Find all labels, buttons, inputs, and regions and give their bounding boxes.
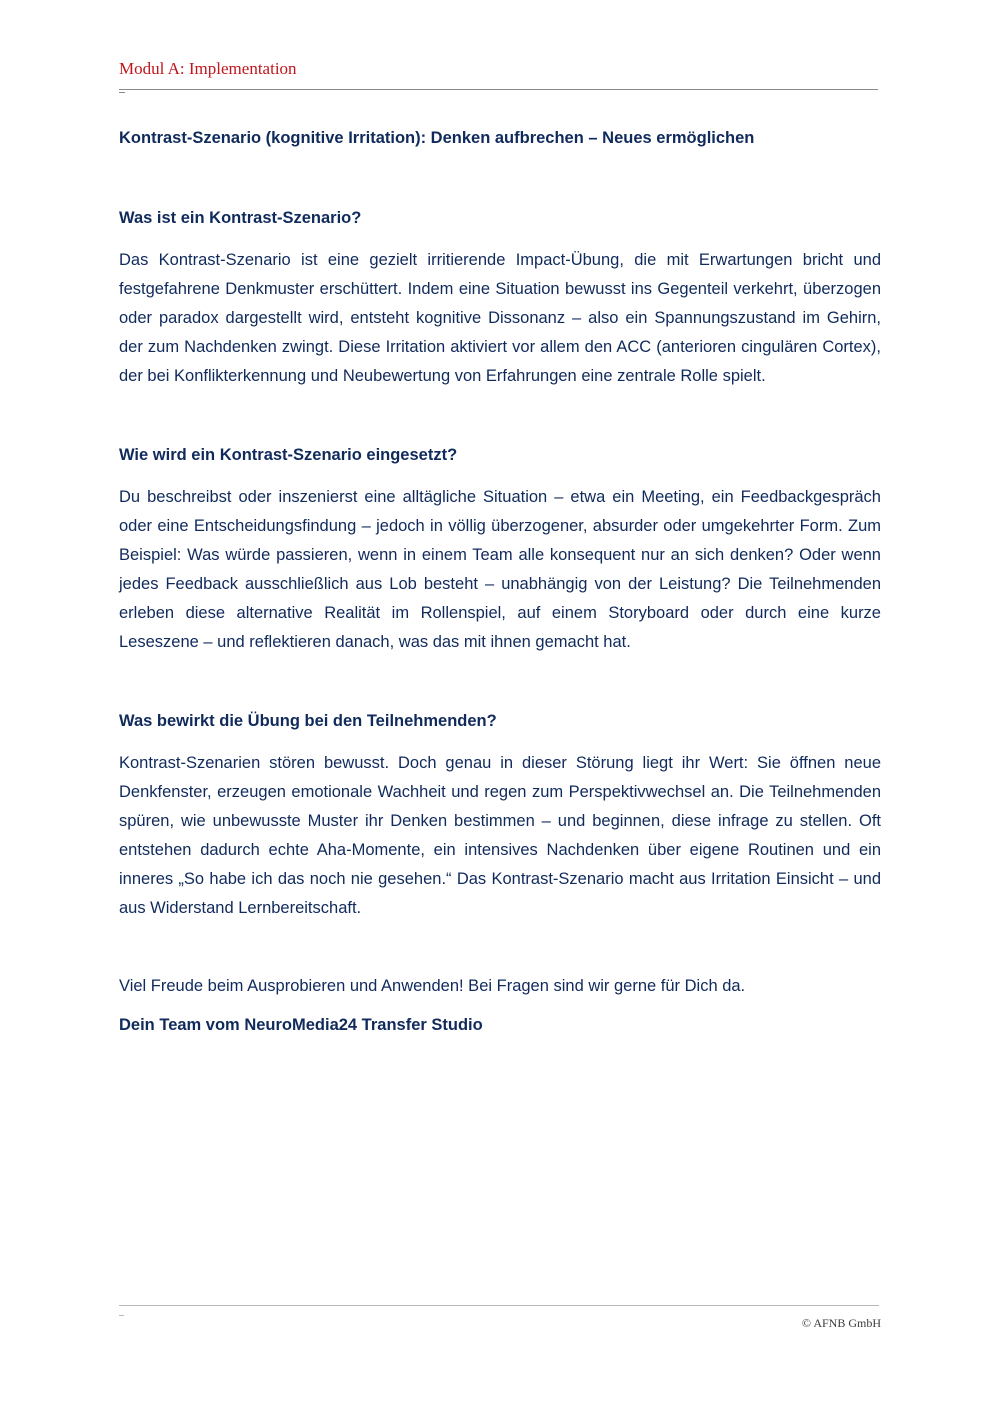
- footer-divider: [119, 1305, 879, 1306]
- section-text-what: Das Kontrast-Szenario ist eine gezielt irritierende Impact-Übung, die mit Erwartungen bricht und festgefahrene Denkmuster erschüttert. Indem eine Situation bewusst ins Gegenteil verkehrt, überzogen oder paradox dargestellt wird, entsteht kognitive Dissonanz – also ein Spannungszustand im Gehirn, der zum Nachdenken zwingt. Diese Irritation aktiviert vor allem den ACC (anterioren cingulären Cortex), der bei Konflikterkennung und Neubewertung von Erfahrungen eine zentrale Rolle spielt.: [119, 251, 881, 385]
- document-body: [119, 127, 881, 1036]
- header-title: Modul A: Implementation: [119, 59, 297, 78]
- section-heading-how: Wie wird ein Kontrast-Szenario eingesetzt?: [119, 446, 458, 464]
- section-heading-what: Was ist ein Kontrast-Szenario?: [119, 209, 362, 227]
- page-header: [119, 58, 879, 80]
- closing-text: Viel Freude beim Ausprobieren und Anwenden! Bei Fragen sind wir gerne für Dich da.: [119, 977, 746, 995]
- footer-divider-tick: [119, 1315, 124, 1316]
- signature: Dein Team vom NeuroMedia24 Transfer Studio: [119, 1016, 483, 1034]
- header-divider-tick: [119, 92, 125, 101]
- document-title: Kontrast-Szenario (kognitive Irritation): Denken aufbrechen – Neues ermöglichen: [119, 129, 755, 147]
- section-text-how: Du beschreibst oder inszenierst eine alltägliche Situation – etwa ein Meeting, ein Feedbackgespräch oder eine Entscheidungsfindung – jedoch in völlig überzogener, absurder oder umgekehrter Form. Zum Beispiel: Was würde passieren, wenn in einem Team alle konsequent nur an sich denken? Oder wenn jedes Feedback ausschließlich aus Lob besteht – unabhängig von der Leistung? Die Teilnehmenden erleben diese alternative Realität im Rollenspiel, auf einem Storyboard oder durch eine kurze Leseszene – und reflektieren danach, was das mit ihnen gemacht hat.: [119, 488, 881, 651]
- section-text-effect: Kontrast-Szenarien stören bewusst. Doch genau in dieser Störung liegt ihr Wert: Sie öffnen neue Denkfenster, erzeugen emotionale Wachheit und regen zum Perspektivwechsel an. Die Teilnehmenden spüren, wie unbewusste Muster ihr Denken bestimmen – und beginnen, diese infrage zu stellen. Oft entstehen dadurch echte Aha-Momente, ein intensives Nachdenken über eigene Routinen und ein inneres „So habe ich das noch nie gesehen.“ Das Kontrast-Szenario macht aus Irritation Einsicht – und aus Widerstand Lernbereitschaft.: [119, 754, 881, 917]
- header-divider: [119, 89, 878, 90]
- section-heading-effect: Was bewirkt die Übung bei den Teilnehmenden?: [119, 712, 497, 730]
- copyright-notice: © AFNB GmbH: [801, 1316, 881, 1330]
